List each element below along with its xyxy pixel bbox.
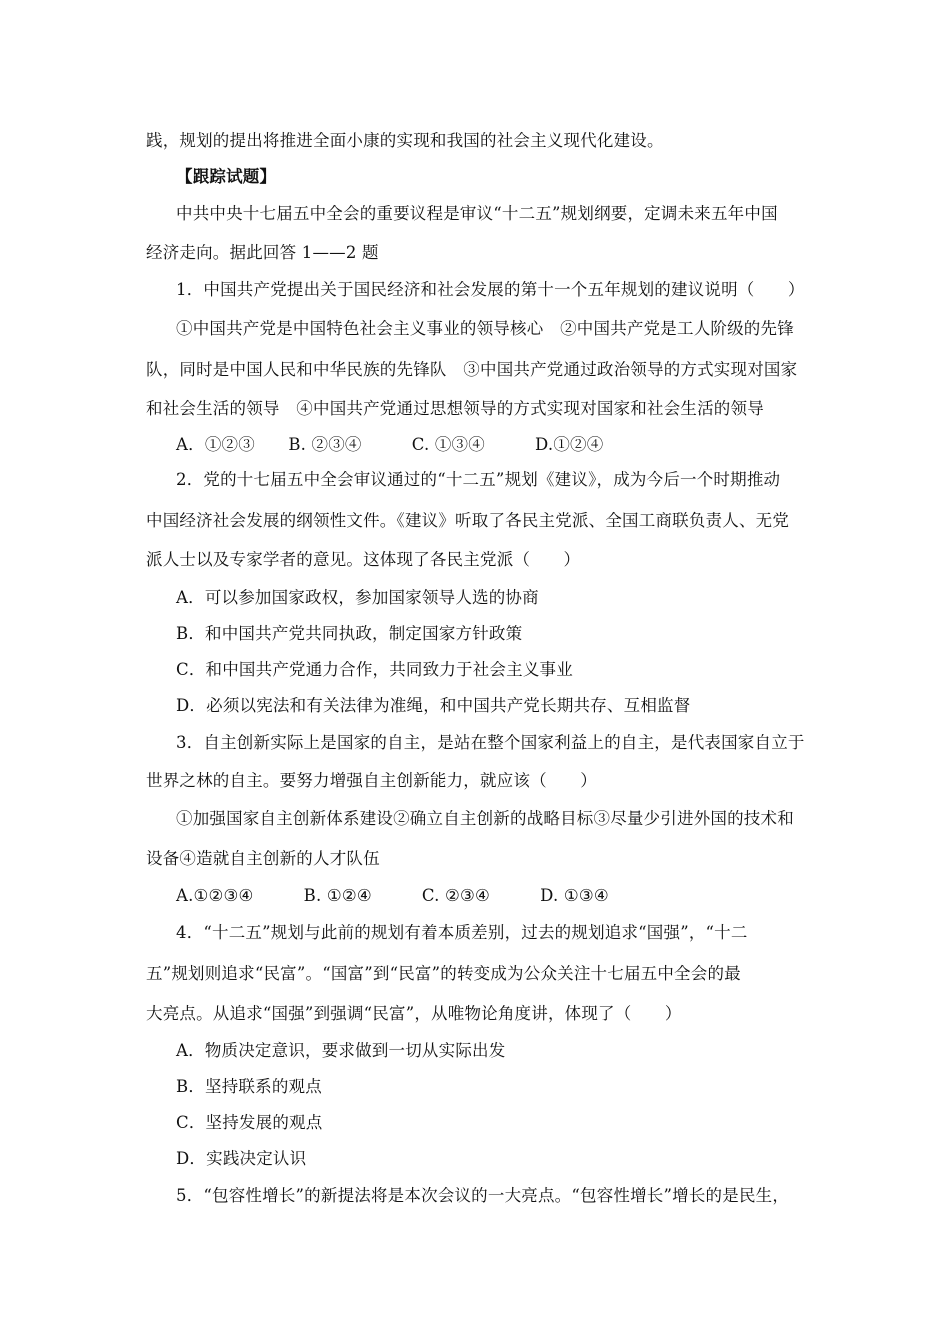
- text-line: ①中国共产党是中国特色社会主义事业的领导核心 ②中国共产党是工人阶级的先锋: [176, 319, 794, 338]
- answer-option: C．坚持发展的观点: [176, 1113, 323, 1132]
- answer-option: A．物质决定意识，要求做到一切从实际出发: [176, 1041, 506, 1060]
- text-line: 经济走向。据此回答 1——2 题: [146, 243, 379, 262]
- answer-option: D．必须以宪法和有关法律为准绳，和中国共产党长期共存、互相监督: [176, 696, 691, 715]
- question-3: 3．自主创新实际上是国家的自主，是站在整个国家利益上的自主，是代表国家自立于: [176, 733, 805, 752]
- question-4: 4．“十二五”规划与此前的规划有着本质差别，过去的规划追求“国强”，“十二: [176, 923, 748, 942]
- text-line: 设备④造就自主创新的人才队伍: [146, 849, 380, 868]
- answer-option: B．坚持联系的观点: [176, 1077, 322, 1096]
- question-5: 5．“包容性增长”的新提法将是本次会议的一大亮点。“包容性增长”增长的是民生，: [176, 1186, 790, 1205]
- text-line: 践，规划的提出将推进全面小康的实现和我国的社会主义现代化建设。: [146, 131, 664, 150]
- text-line: 队，同时是中国人民和中华民族的先锋队 ③中国共产党通过政治领导的方式实现对国家: [146, 360, 798, 379]
- answer-options: A.①②③④ B. ①②④ C. ②③④ D. ①③④: [176, 886, 609, 905]
- answer-option: A．可以参加国家政权，参加国家领导人选的协商: [176, 588, 539, 607]
- text-line: 派人士以及专家学者的意见。这体现了各民主党派（ ）: [146, 550, 581, 569]
- text-line: 大亮点。从追求“国强”到强调“民富”，从唯物论角度讲，体现了（ ）: [146, 1004, 682, 1023]
- text-line: 中共中央十七届五中全会的重要议程是审议“十二五”规划纲要，定调未来五年中国: [176, 204, 778, 223]
- text-line: 五”规划则追求“民富”。“国富”到“民富”的转变成为公众关注十七届五中全会的最: [146, 964, 741, 983]
- text-line: 中国经济社会发展的纲领性文件。《建议》听取了各民主党派、全国工商联负责人、无党: [146, 511, 790, 530]
- answer-option: B．和中国共产党共同执政，制定国家方针政策: [176, 624, 523, 643]
- answer-option: D．实践决定认识: [176, 1149, 307, 1168]
- answer-options: A．①②③ B. ②③④ C. ①③④ D.①②④: [176, 435, 604, 454]
- question-2: 2．党的十七届五中全会审议通过的“十二五”规划《建议》，成为今后一个时期推动: [176, 470, 781, 489]
- text-line: ①加强国家自主创新体系建设②确立自主创新的战略目标③尽量少引进外国的技术和: [176, 809, 794, 828]
- question-1: 1．中国共产党提出关于国民经济和社会发展的第十一个五年规划的建议说明（ ）: [176, 280, 805, 299]
- text-line: 和社会生活的领导 ④中国共产党通过思想领导的方式实现对国家和社会生活的领导: [146, 399, 764, 418]
- text-line: 世界之林的自主。要努力增强自主创新能力，就应该（ ）: [146, 771, 597, 790]
- section-heading: 【跟踪试题】: [176, 167, 277, 186]
- answer-option: C．和中国共产党通力合作，共同致力于社会主义事业: [176, 660, 573, 679]
